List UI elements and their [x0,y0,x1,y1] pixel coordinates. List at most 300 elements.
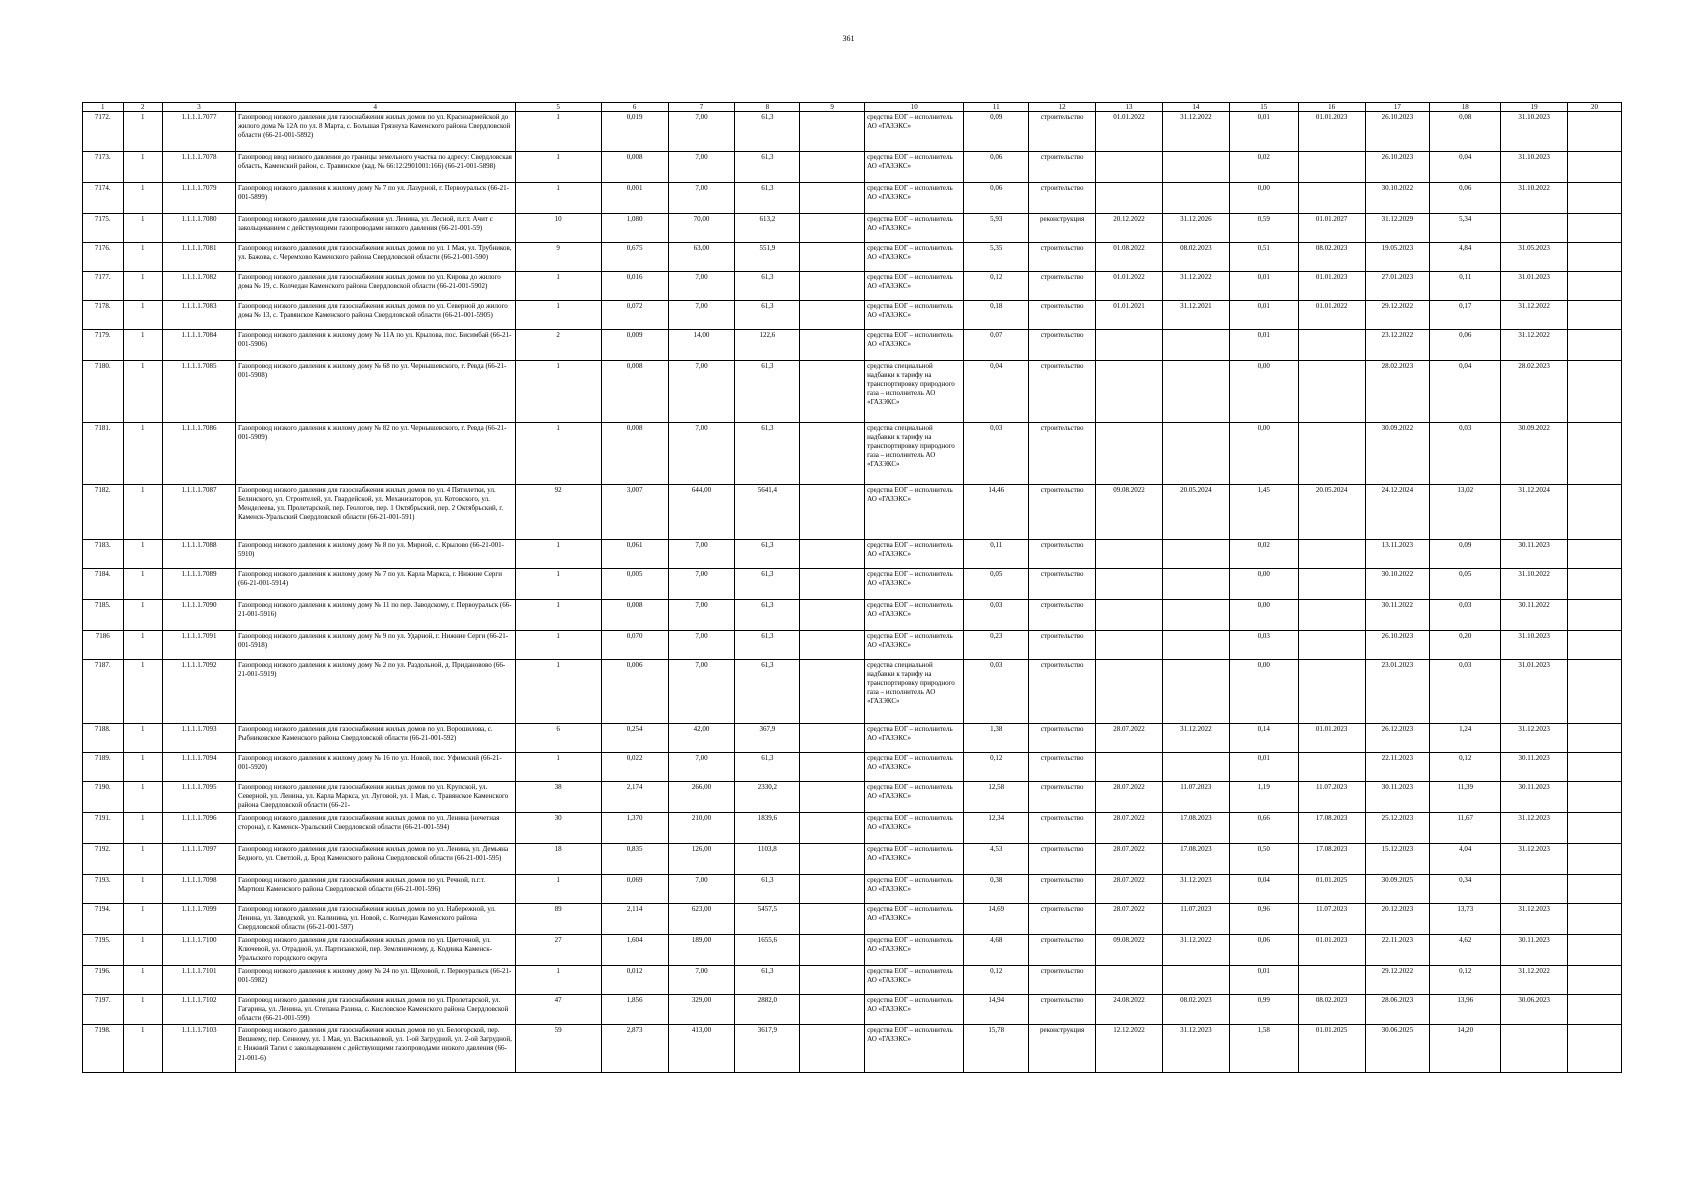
end-date [1162,753,1229,782]
col-20-value [1568,243,1622,272]
end-date: 17.08.2023 [1162,813,1229,844]
project-code: 1.1.1.1.7094 [163,753,236,782]
work-type: реконструкция [1029,1025,1096,1073]
col-11-value: 0,06 [964,183,1029,214]
start-date: 09.08.2022 [1096,935,1163,966]
col-11-value: 14,46 [964,485,1029,540]
col-11-value: 15,78 [964,1025,1029,1073]
col-16-date: 17.08.2023 [1298,813,1365,844]
col-20-value [1568,995,1622,1025]
col-19-date: 31.12.2023 [1501,813,1568,844]
project-description: Газопровод низкого давления к жилому дому № 8 по ул. Мирной, с. Крылово (66-21-001-5910) [235,540,515,569]
col-9-value [800,844,865,875]
col-16-date: 01.01.2022 [1298,301,1365,330]
end-date: 31.12.2021 [1162,301,1229,330]
col-15-value: 0,01 [1229,272,1298,301]
col-9-value [800,330,865,361]
col-6-value: 0,001 [601,183,668,214]
col-16-date: 01.01.2023 [1298,272,1365,301]
col-5-value: 1 [515,966,601,995]
column-header-15: 15 [1229,103,1298,112]
col-8-value: 61,3 [735,631,800,660]
col-7-value: 210,00 [668,813,735,844]
col-16-date [1298,423,1365,485]
start-date [1096,600,1163,631]
col-6-value: 0,008 [601,423,668,485]
col-15-value: 0,01 [1229,112,1298,152]
col-15-value: 0,51 [1229,243,1298,272]
project-description: Газопровод низкого давления для газоснабжения жилых домов по ул. Кирова до жилого дома № 19, с. Колчедан Каменского района Свердловской области (66-21-001-5902) [235,272,515,301]
col-8-value: 2330,2 [735,782,800,813]
col-19-date: 31.05.2023 [1501,243,1568,272]
column-header-8: 8 [735,103,800,112]
col-5-value: 1 [515,423,601,485]
col-16-date [1298,660,1365,724]
table-row [83,1025,1622,1073]
column-header-9: 9 [800,103,865,112]
row-number: 7196. [83,966,124,995]
col-5-value: 1 [515,569,601,600]
project-description: Газопровод низкого давления для газоснабжения жилых домов по ул. Ворошилова, с. Рыбниковское Каменского района Свердловской области (66-21-001-592) [235,724,515,753]
col-20-value [1568,875,1622,904]
col-16-date: 20.05.2024 [1298,485,1365,540]
col-7-value: 266,00 [668,782,735,813]
level: 1 [123,301,163,330]
col-8-value: 61,3 [735,753,800,782]
column-header-6: 6 [601,103,668,112]
end-date: 31.12.2026 [1162,214,1229,243]
column-header-12: 12 [1029,103,1096,112]
col-15-value: 0,02 [1229,540,1298,569]
col-19-date: 31.12.2024 [1501,485,1568,540]
col-16-date: 11.07.2023 [1298,782,1365,813]
col-9-value [800,243,865,272]
col-6-value: 1,604 [601,935,668,966]
work-type: строительство [1029,631,1096,660]
funding-source: средства ЕОГ – исполнитель АО «ГАЗЭКС» [865,600,964,631]
col-6-value: 0,061 [601,540,668,569]
project-description: Газопровод низкого давления для газоснабжения ул. Ленина, ул. Лесной, п.г.т. Ачит с закольцеванием с действующими газопроводами низкого давления (66-21-001-59) [235,214,515,243]
end-date [1162,361,1229,423]
col-7-value: 644,00 [668,485,735,540]
col-6-value: 0,016 [601,272,668,301]
col-20-value [1568,813,1622,844]
project-description: Газопровод низкого давления для газоснабжения жилых домов по ул. Северной до жилого дома № 13, с. Травянское Каменского района Свердловской области (66-21-001-5905) [235,301,515,330]
level: 1 [123,330,163,361]
project-description: Газопровод низкого давления для газоснабжения жилых домов по ул. 4 Пятилетки, ул. Белинского, ул. Строителей, ул. Гвардейской, ул. Механизаторов, ул. Котовского, ул. Менделеева, ул. Пролетарской, пер. Геологов, пер. 1 Октябрьский, пер. 2 Октябрьский, г. Каменск-Уральский Свердловской области (66-21-001-591) [235,485,515,540]
project-code: 1.1.1.1.7089 [163,569,236,600]
project-description: Газопровод низкого давления для газоснабжения жилых домов по ул. Ленина, ул. Демьяна Бедного, ул. Светлой, д. Брод Каменского района Свердловской области (66-21-001-595) [235,844,515,875]
col-19-date: 30.11.2023 [1501,782,1568,813]
work-type: строительство [1029,569,1096,600]
level: 1 [123,243,163,272]
col-16-date: 01.01.2025 [1298,875,1365,904]
col-20-value [1568,844,1622,875]
end-date [1162,183,1229,214]
col-20-value [1568,904,1622,935]
project-description: Газопровод низкого давления для газоснабжения жилых домов по ул. Крупской, ул. Северной, ул. Ленина, ул. Карла Маркса, ул. Луговой, ул. 1 Мая, с. Травянское Каменского района Свердловской области (66-21- [235,782,515,813]
start-date [1096,423,1163,485]
col-20-value [1568,152,1622,183]
col-19-date: 31.01.2023 [1501,660,1568,724]
col-20-value [1568,485,1622,540]
level: 1 [123,569,163,600]
col-7-value: 7,00 [668,152,735,183]
level: 1 [123,152,163,183]
start-date: 01.01.2021 [1096,301,1163,330]
col-8-value: 1103,8 [735,844,800,875]
row-number: 7187. [83,660,124,724]
col-9-value [800,183,865,214]
table-row [83,813,1622,844]
col-17-date: 30.10.2022 [1365,569,1430,600]
col-15-value: 0,01 [1229,301,1298,330]
end-date [1162,330,1229,361]
row-number: 7173. [83,152,124,183]
level: 1 [123,631,163,660]
col-18-value: 0,03 [1430,660,1501,724]
start-date: 20.12.2022 [1096,214,1163,243]
col-19-date: 31.10.2023 [1501,152,1568,183]
col-7-value: 623,00 [668,904,735,935]
col-11-value: 0,11 [964,540,1029,569]
col-7-value: 7,00 [668,966,735,995]
end-date: 11.07.2023 [1162,782,1229,813]
project-code: 1.1.1.1.7084 [163,330,236,361]
col-8-value: 61,3 [735,569,800,600]
start-date: 01.01.2022 [1096,272,1163,301]
funding-source: средства ЕОГ – исполнитель АО «ГАЗЭКС» [865,935,964,966]
col-9-value [800,600,865,631]
col-11-value: 5,35 [964,243,1029,272]
col-19-date: 31.12.2022 [1501,330,1568,361]
col-6-value: 1,856 [601,995,668,1025]
col-17-date: 28.06.2023 [1365,995,1430,1025]
col-8-value: 367,9 [735,724,800,753]
project-description: Газопровод низкого давления для газоснабжения жилых домов по ул. Белогорской, пер. Вешнему, пер. Сенному, ул. 1 Мая, ул. Васильковой, ул. 1-ой Загрудной, ул. 2-ой Загрудной, г. Нижний Тагил с закольцеванием с действующими газопроводами низкого давления (66-21-001-6) [235,1025,515,1073]
start-date: 28.07.2022 [1096,904,1163,935]
col-11-value: 0,07 [964,330,1029,361]
col-5-value: 1 [515,660,601,724]
col-9-value [800,485,865,540]
project-code: 1.1.1.1.7102 [163,995,236,1025]
col-7-value: 7,00 [668,540,735,569]
start-date [1096,753,1163,782]
table-row [83,844,1622,875]
col-16-date: 01.01.2027 [1298,214,1365,243]
project-code: 1.1.1.1.7097 [163,844,236,875]
col-6-value: 0,009 [601,330,668,361]
col-17-date: 28.02.2023 [1365,361,1430,423]
column-header-7: 7 [668,103,735,112]
funding-source: средства ЕОГ – исполнитель АО «ГАЗЭКС» [865,485,964,540]
work-type: строительство [1029,600,1096,631]
col-16-date: 01.01.2023 [1298,935,1365,966]
work-type: строительство [1029,423,1096,485]
col-6-value: 0,005 [601,569,668,600]
col-8-value: 61,3 [735,272,800,301]
investment-program-table [82,102,1622,1073]
col-18-value: 0,08 [1430,112,1501,152]
col-19-date: 31.12.2022 [1501,966,1568,995]
col-7-value: 7,00 [668,361,735,423]
row-number: 7190. [83,782,124,813]
row-number: 7183. [83,540,124,569]
col-5-value: 1 [515,301,601,330]
column-header-17: 17 [1365,103,1430,112]
col-6-value: 0,006 [601,660,668,724]
col-9-value [800,813,865,844]
col-15-value: 0,00 [1229,569,1298,600]
col-9-value [800,272,865,301]
col-8-value: 61,3 [735,112,800,152]
col-7-value: 126,00 [668,844,735,875]
level: 1 [123,272,163,301]
work-type: строительство [1029,904,1096,935]
project-description: Газопровод низкого давления к жилому дому № 11А по ул. Крылова, пос. Бисимбай (66-21-001-5906) [235,330,515,361]
col-19-date: 30.11.2022 [1501,600,1568,631]
start-date [1096,569,1163,600]
work-type: строительство [1029,112,1096,152]
col-15-value: 0,00 [1229,423,1298,485]
col-9-value [800,875,865,904]
col-18-value: 13,02 [1430,485,1501,540]
col-15-value: 0,96 [1229,904,1298,935]
col-15-value: 0,02 [1229,152,1298,183]
level: 1 [123,782,163,813]
level: 1 [123,485,163,540]
project-code: 1.1.1.1.7078 [163,152,236,183]
col-9-value [800,660,865,724]
funding-source: средства ЕОГ – исполнитель АО «ГАЗЭКС» [865,813,964,844]
col-18-value: 1,24 [1430,724,1501,753]
col-5-value: 1 [515,272,601,301]
col-17-date: 22.11.2023 [1365,935,1430,966]
row-number: 7178. [83,301,124,330]
col-5-value: 1 [515,753,601,782]
col-15-value: 0,99 [1229,995,1298,1025]
start-date: 28.07.2022 [1096,724,1163,753]
col-6-value: 0,012 [601,966,668,995]
table-row [83,243,1622,272]
col-8-value: 1655,6 [735,935,800,966]
col-16-date [1298,569,1365,600]
level: 1 [123,214,163,243]
col-15-value: 0,00 [1229,183,1298,214]
col-5-value: 1 [515,361,601,423]
funding-source: средства специальной надбавки к тарифу на транспортировку природного газа – исполнитель АО «ГАЗЭКС» [865,361,964,423]
col-20-value [1568,600,1622,631]
table-row [83,540,1622,569]
col-8-value: 1839,6 [735,813,800,844]
funding-source: средства ЕОГ – исполнитель АО «ГАЗЭКС» [865,183,964,214]
end-date [1162,569,1229,600]
col-5-value: 92 [515,485,601,540]
col-17-date: 13.11.2023 [1365,540,1430,569]
col-15-value: 0,00 [1229,600,1298,631]
col-11-value: 12,58 [964,782,1029,813]
table-row [83,112,1622,152]
table-row [83,330,1622,361]
row-number: 7191. [83,813,124,844]
col-11-value: 1,38 [964,724,1029,753]
col-5-value: 1 [515,631,601,660]
col-11-value: 14,94 [964,995,1029,1025]
col-6-value: 0,072 [601,301,668,330]
col-11-value: 14,69 [964,904,1029,935]
col-20-value [1568,569,1622,600]
level: 1 [123,875,163,904]
col-17-date: 19.05.2023 [1365,243,1430,272]
project-description: Газопровод низкого давления к жилому дому № 7 по ул. Карла Маркса, г. Нижние Серги (66-21-001-5914) [235,569,515,600]
level: 1 [123,724,163,753]
level: 1 [123,844,163,875]
row-number: 7180. [83,361,124,423]
project-code: 1.1.1.1.7088 [163,540,236,569]
col-18-value: 0,34 [1430,875,1501,904]
col-15-value: 0,00 [1229,660,1298,724]
end-date [1162,540,1229,569]
end-date: 11.07.2023 [1162,904,1229,935]
row-number: 7198. [83,1025,124,1073]
start-date: 28.07.2022 [1096,813,1163,844]
funding-source: средства ЕОГ – исполнитель АО «ГАЗЭКС» [865,214,964,243]
project-code: 1.1.1.1.7083 [163,301,236,330]
work-type: строительство [1029,152,1096,183]
col-19-date: 31.12.2022 [1501,301,1568,330]
col-5-value: 59 [515,1025,601,1073]
level: 1 [123,112,163,152]
col-6-value: 0,022 [601,753,668,782]
table-row [83,423,1622,485]
col-18-value: 0,09 [1430,540,1501,569]
level: 1 [123,995,163,1025]
col-20-value [1568,330,1622,361]
col-8-value: 122,6 [735,330,800,361]
col-15-value: 0,04 [1229,875,1298,904]
col-11-value: 4,53 [964,844,1029,875]
col-18-value: 0,05 [1430,569,1501,600]
col-17-date: 30.10.2022 [1365,183,1430,214]
col-11-value: 0,12 [964,272,1029,301]
column-header-2: 2 [123,103,163,112]
col-18-value: 13,73 [1430,904,1501,935]
col-9-value [800,995,865,1025]
col-11-value: 0,06 [964,152,1029,183]
col-20-value [1568,753,1622,782]
end-date: 31.12.2022 [1162,272,1229,301]
col-7-value: 7,00 [668,112,735,152]
col-6-value: 0,008 [601,600,668,631]
col-17-date: 29.12.2022 [1365,966,1430,995]
col-7-value: 70,00 [668,214,735,243]
col-7-value: 14,00 [668,330,735,361]
col-18-value: 0,12 [1430,753,1501,782]
end-date [1162,660,1229,724]
col-9-value [800,214,865,243]
column-header-19: 19 [1501,103,1568,112]
funding-source: средства специальной надбавки к тарифу на транспортировку природного газа – исполнитель АО «ГАЗЭКС» [865,423,964,485]
col-9-value [800,423,865,485]
project-description: Газопровод низкого давления к жилому дому № 11 по пер. Заводскому, г. Первоуральск (66-21-001-5916) [235,600,515,631]
project-code: 1.1.1.1.7099 [163,904,236,935]
project-description: Газопровод низкого давления к жилому дому № 7 по ул. Лазурной, г. Первоуральск (66-21-001-5899) [235,183,515,214]
col-9-value [800,904,865,935]
table-row [83,753,1622,782]
col-19-date: 31.10.2023 [1501,112,1568,152]
project-code: 1.1.1.1.7093 [163,724,236,753]
col-8-value: 551,9 [735,243,800,272]
col-18-value: 0,17 [1430,301,1501,330]
col-5-value: 18 [515,844,601,875]
col-20-value [1568,1025,1622,1073]
column-header-16: 16 [1298,103,1365,112]
col-17-date: 15.12.2023 [1365,844,1430,875]
col-5-value: 38 [515,782,601,813]
col-17-date: 24.12.2024 [1365,485,1430,540]
col-5-value: 1 [515,600,601,631]
project-code: 1.1.1.1.7085 [163,361,236,423]
project-code: 1.1.1.1.7092 [163,660,236,724]
col-17-date: 30.09.2025 [1365,875,1430,904]
col-18-value: 14,20 [1430,1025,1501,1073]
col-20-value [1568,183,1622,214]
level: 1 [123,540,163,569]
work-type: строительство [1029,485,1096,540]
col-5-value: 47 [515,995,601,1025]
col-11-value: 0,03 [964,423,1029,485]
level: 1 [123,935,163,966]
work-type: строительство [1029,995,1096,1025]
col-15-value: 0,01 [1229,966,1298,995]
col-9-value [800,724,865,753]
work-type: строительство [1029,660,1096,724]
col-7-value: 42,00 [668,724,735,753]
work-type: строительство [1029,875,1096,904]
work-type: строительство [1029,183,1096,214]
col-5-value: 1 [515,540,601,569]
start-date [1096,183,1163,214]
column-header-11: 11 [964,103,1029,112]
start-date: 12.12.2022 [1096,1025,1163,1073]
row-number: 7172. [83,112,124,152]
row-number: 7182. [83,485,124,540]
funding-source: средства ЕОГ – исполнитель АО «ГАЗЭКС» [865,112,964,152]
col-20-value [1568,540,1622,569]
col-15-value: 0,66 [1229,813,1298,844]
col-20-value [1568,782,1622,813]
col-16-date: 01.01.2023 [1298,112,1365,152]
col-11-value: 5,93 [964,214,1029,243]
table-row [83,904,1622,935]
col-19-date: 31.12.2023 [1501,844,1568,875]
col-16-date: 17.08.2023 [1298,844,1365,875]
col-9-value [800,112,865,152]
col-8-value: 61,3 [735,966,800,995]
project-description: Газопровод низкого давления к жилому дому № 2 по ул. Раздольной, д. Придановово (66-21-001-5919) [235,660,515,724]
col-11-value: 0,03 [964,660,1029,724]
table-row [83,214,1622,243]
work-type: строительство [1029,361,1096,423]
start-date [1096,152,1163,183]
col-15-value: 1,45 [1229,485,1298,540]
end-date [1162,152,1229,183]
col-11-value: 0,38 [964,875,1029,904]
col-15-value: 0,03 [1229,631,1298,660]
project-code: 1.1.1.1.7077 [163,112,236,152]
work-type: строительство [1029,935,1096,966]
col-20-value [1568,631,1622,660]
